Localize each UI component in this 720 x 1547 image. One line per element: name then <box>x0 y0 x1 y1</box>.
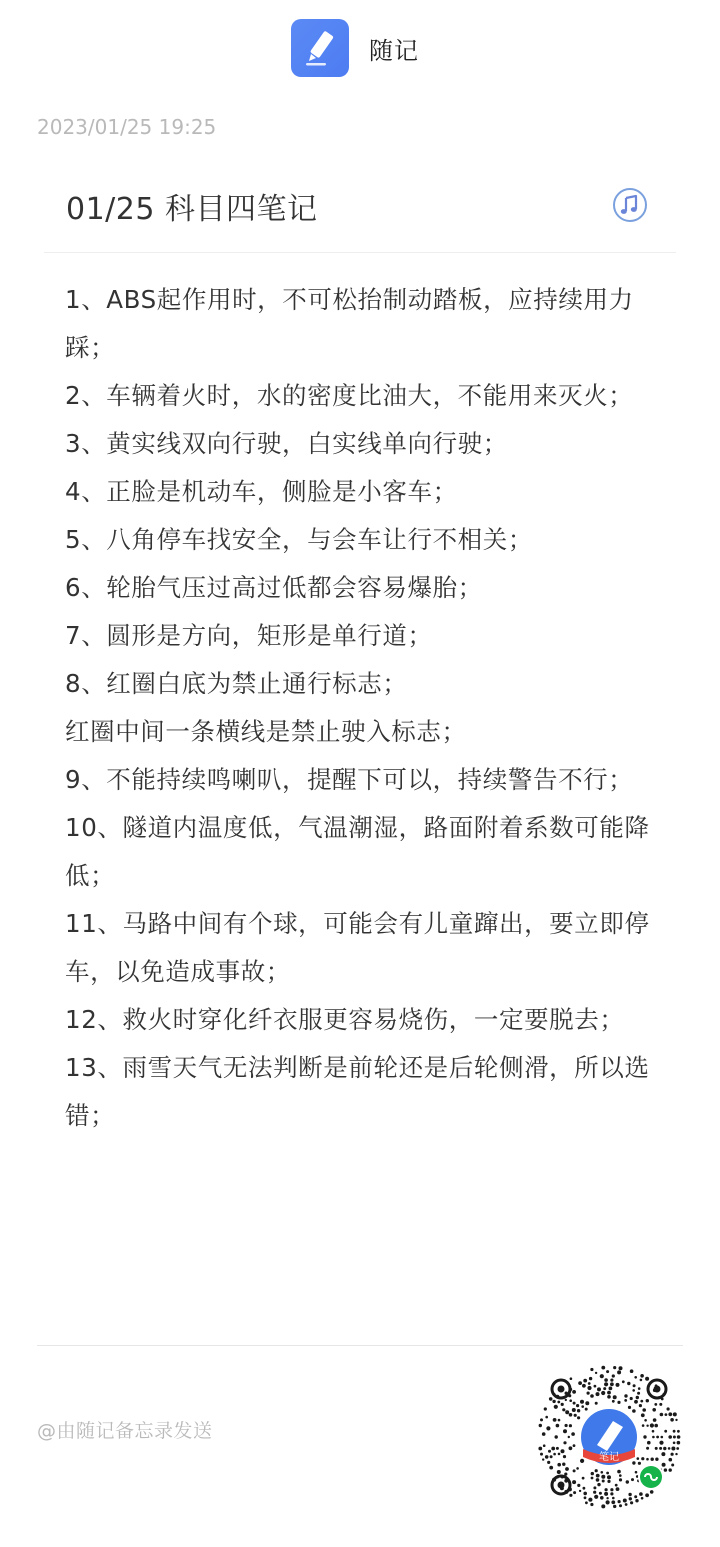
note-line: 11、马路中间有个球，可能会有儿童蹿出，要立即停车，以免造成事故； <box>65 909 650 986</box>
note-line: 7、圆形是方向，矩形是单行道； <box>65 621 433 650</box>
mini-program-qr-code-icon[interactable] <box>537 1365 681 1509</box>
note-title-row <box>44 176 676 253</box>
pencil-note-icon <box>291 19 349 77</box>
note-line: 12、救火时穿化纤衣服更容易烧伤，一定要脱去； <box>65 1005 625 1034</box>
note-line: 3、黄实线双向行驶，白实线单向行驶； <box>65 429 508 458</box>
note-line: 1、ABS起作用时，不可松抬制动踏板，应持续用力踩； <box>65 285 634 362</box>
note-line: 13、雨雪天气无法判断是前轮还是后轮侧滑，所以选错； <box>65 1053 650 1130</box>
note-body <box>65 276 655 1140</box>
note-line: 4、正脸是机动车，侧脸是小客车； <box>65 477 458 506</box>
note-line: 6、轮胎气压过高过低都会容易爆胎； <box>65 573 483 602</box>
share-source-text: @由随记备忘录发送 <box>37 1420 213 1442</box>
note-line: 红圈中间一条横线是禁止驶入标志； <box>65 717 467 746</box>
qr-logo-text: 笔记 <box>599 1452 619 1463</box>
app-header <box>0 18 720 78</box>
app-name: 随记 <box>369 36 419 65</box>
note-line: 10、隧道内温度低，气温潮湿，路面附着系数可能降低； <box>65 813 650 890</box>
note-line: 5、八角停车找安全，与会车让行不相关； <box>65 525 533 554</box>
note-line: 8、红圈白底为禁止通行标志； <box>65 669 408 698</box>
music-note-icon[interactable] <box>612 187 648 223</box>
note-timestamp: 2023/01/25 19:25 <box>37 115 217 139</box>
note-line: 2、车辆着火时，水的密度比油大，不能用来灭火； <box>65 381 634 410</box>
note-title: 01/25 科目四笔记 <box>66 192 318 227</box>
note-line: 9、不能持续鸣喇叭，提醒下可以，持续警告不行； <box>65 765 634 794</box>
footer-divider <box>37 1345 683 1346</box>
